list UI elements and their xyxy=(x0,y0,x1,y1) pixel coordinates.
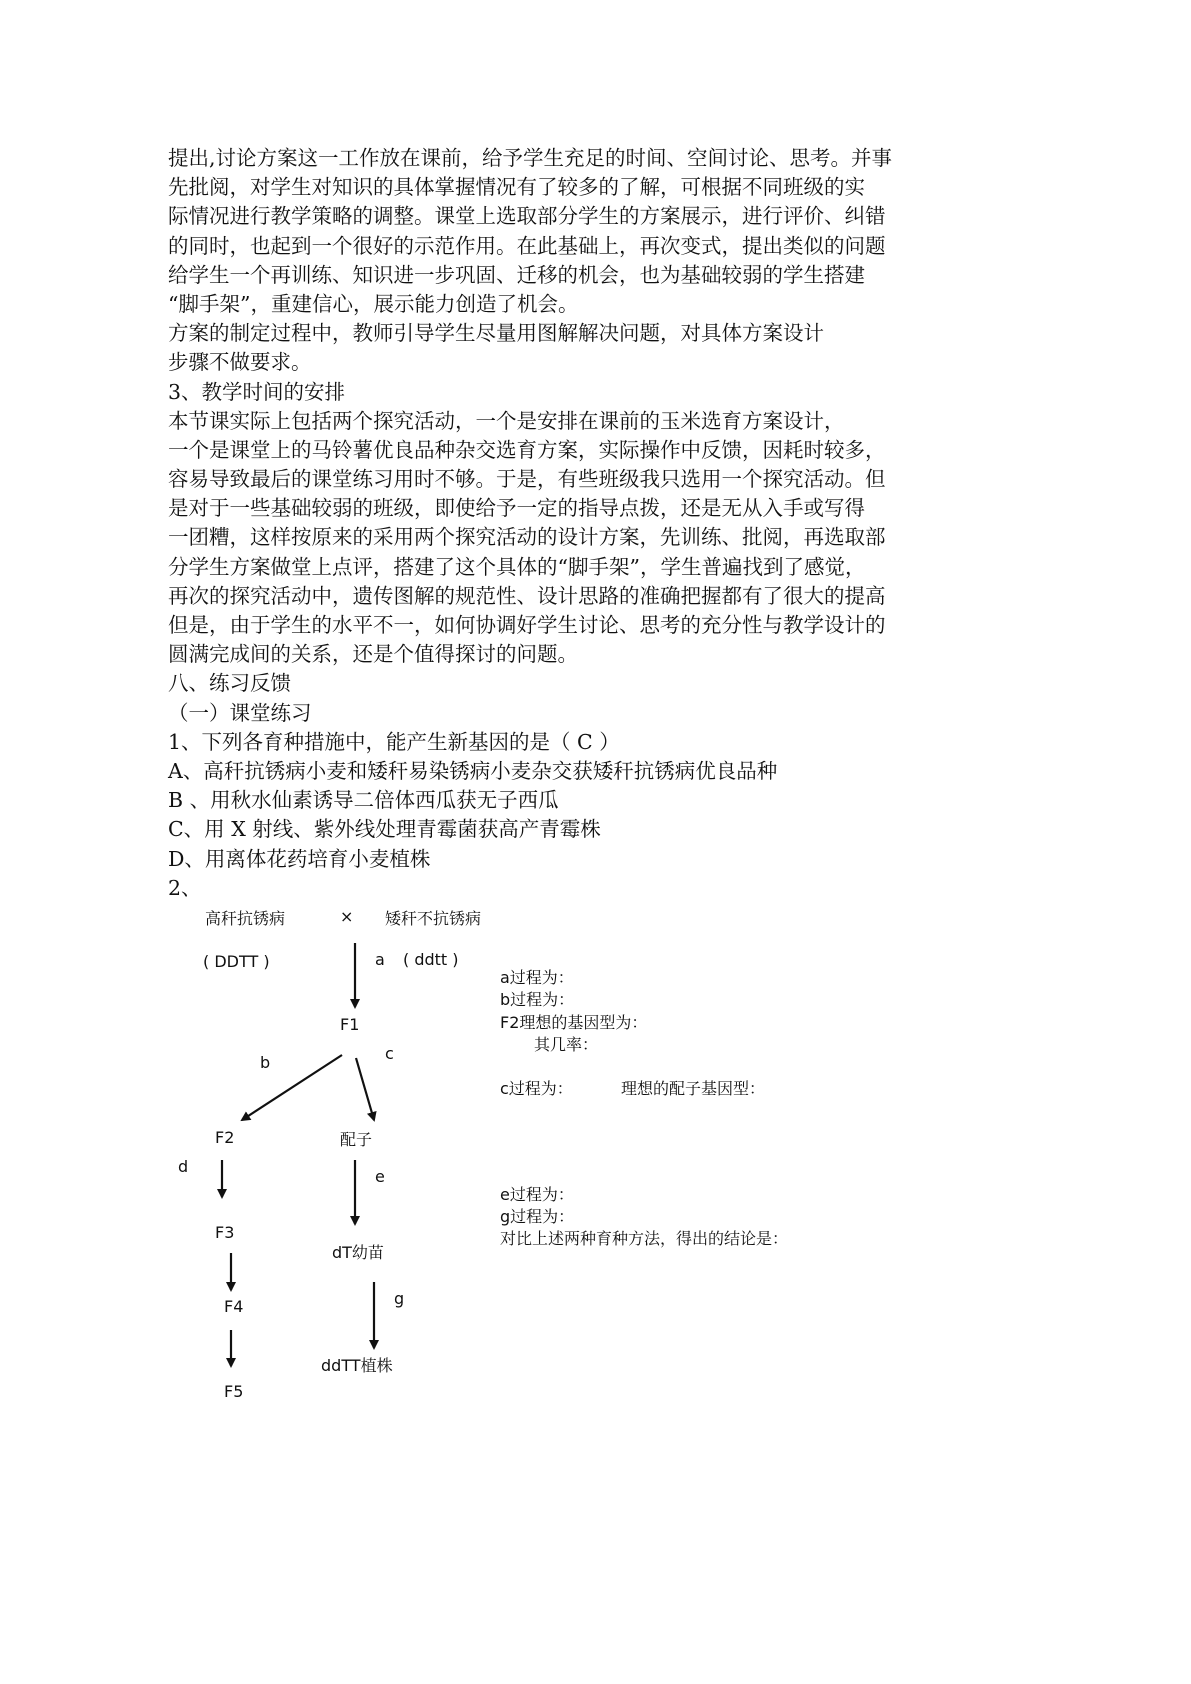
step-g-label: g xyxy=(394,1289,405,1308)
text-line: 本节课实际上包括两个探究活动，一个是安排在课前的玉米选育方案设计， xyxy=(168,408,845,433)
section-heading: 3、教学时间的安排 xyxy=(168,379,346,404)
text-line: 分学生方案做堂上点评，搭建了这个具体的“脚手架”，学生普遍找到了感觉， xyxy=(168,554,866,579)
f1-label: F1 xyxy=(340,1015,360,1034)
option-b: B 、用秋水仙素诱导二倍体西瓜获无子西瓜 xyxy=(168,788,559,813)
question-2: 2、 xyxy=(168,875,202,900)
option-c: C、用 X 射线、紫外线处理青霉菌获高产青霉株 xyxy=(168,817,601,842)
arrow-b xyxy=(242,1055,342,1120)
f2-label: F2 xyxy=(215,1128,235,1147)
parent1-genotype: ( DDTT ) xyxy=(203,952,270,971)
step-b-label: b xyxy=(260,1053,271,1072)
cross-symbol: × xyxy=(340,907,354,926)
question-b-process: b过程为： xyxy=(500,990,575,1009)
parent2-label: 矮秆不抗锈病 xyxy=(385,909,482,928)
text-line: 一个是课堂上的马铃薯优良品种杂交选育方案，实际操作中反馈，因耗时较多， xyxy=(168,437,886,462)
text-line: 是对于一些基础较弱的班级，即使给予一定的指导点拨，还是无从入手或写得 xyxy=(168,496,865,521)
subsection-heading: （一）课堂练习 xyxy=(168,700,312,725)
f4-label: F4 xyxy=(224,1297,244,1316)
text-line: 先批阅，对学生对知识的具体掌握情况有了较多的了解，可根据不同班级的实 xyxy=(168,175,865,200)
arrow-c xyxy=(356,1058,374,1120)
question-g-process: g过程为： xyxy=(500,1207,575,1226)
seedling-label: dT幼苗 xyxy=(332,1243,384,1262)
step-e-label: e xyxy=(375,1167,385,1186)
parent2-genotype: ( ddtt ) xyxy=(403,950,459,969)
f3-label: F3 xyxy=(215,1223,235,1242)
question-gamete-genotype: 理想的配子基因型： xyxy=(621,1079,766,1098)
text-line: 圆满完成间的关系，还是个值得探讨的问题。 xyxy=(168,642,578,667)
text-line: 际情况进行教学策略的调整。课堂上选取部分学生的方案展示，进行评价、纠错 xyxy=(168,204,886,229)
question-e-process: e过程为： xyxy=(500,1185,574,1204)
text-line: 但是，由于学生的水平不一，如何协调好学生讨论、思考的充分性与教学设计的 xyxy=(168,613,886,637)
option-a: A、高秆抗锈病小麦和矮秆易染锈病小麦杂交获矮秆抗锈病优良品种 xyxy=(168,758,778,783)
question-f2-genotype: F2理想的基因型为： xyxy=(500,1013,648,1032)
gametes-label: 配子 xyxy=(340,1130,373,1149)
step-c-label: c xyxy=(385,1044,394,1063)
question-1: 1、下列各育种措施中，能产生新基因的是（ C ） xyxy=(168,729,620,754)
question-a-process: a过程为： xyxy=(500,968,574,987)
text-line: 步骤不做要求。 xyxy=(168,350,312,375)
parent1-label: 高秆抗锈病 xyxy=(205,909,286,928)
text-line: 容易导致最后的课堂练习用时不够。于是，有些班级我只选用一个探究活动。但 xyxy=(168,467,886,492)
question-conclusion: 对比上述两种育种方法，得出的结论是： xyxy=(500,1229,789,1248)
section-heading: 八、练习反馈 xyxy=(168,671,291,696)
step-d-label: d xyxy=(178,1157,189,1176)
text-line: 的同时，也起到一个很好的示范作用。在此基础上，再次变式，提出类似的问题 xyxy=(168,233,886,258)
plant-label: ddTT植株 xyxy=(321,1356,393,1375)
text-line: “脚手架”，重建信心，展示能力创造了机会。 xyxy=(168,291,579,316)
text-line: 提出,讨论方案这一工作放在课前，给予学生充足的时间、空间讨论、思考。并事 xyxy=(168,146,893,170)
f5-label: F5 xyxy=(224,1382,244,1401)
question-c-process: c过程为： xyxy=(500,1079,573,1098)
text-line: 方案的制定过程中，教师引导学生尽量用图解解决问题，对具体方案设计 xyxy=(168,321,824,346)
text-line: 给学生一个再训练、知识进一步巩固、迁移的机会，也为基础较弱的学生搭建 xyxy=(168,262,865,287)
question-probability: 其几率： xyxy=(534,1035,599,1054)
step-a-label: a xyxy=(375,950,385,969)
option-d: D、用离体花药培育小麦植株 xyxy=(168,846,431,871)
text-line: 一团糟，这样按原来的采用两个探究活动的设计方案，先训练、批阅，再选取部 xyxy=(168,525,886,550)
text-line: 再次的探究活动中，遗传图解的规范性、设计思路的准确把握都有了很大的提高 xyxy=(168,583,886,608)
